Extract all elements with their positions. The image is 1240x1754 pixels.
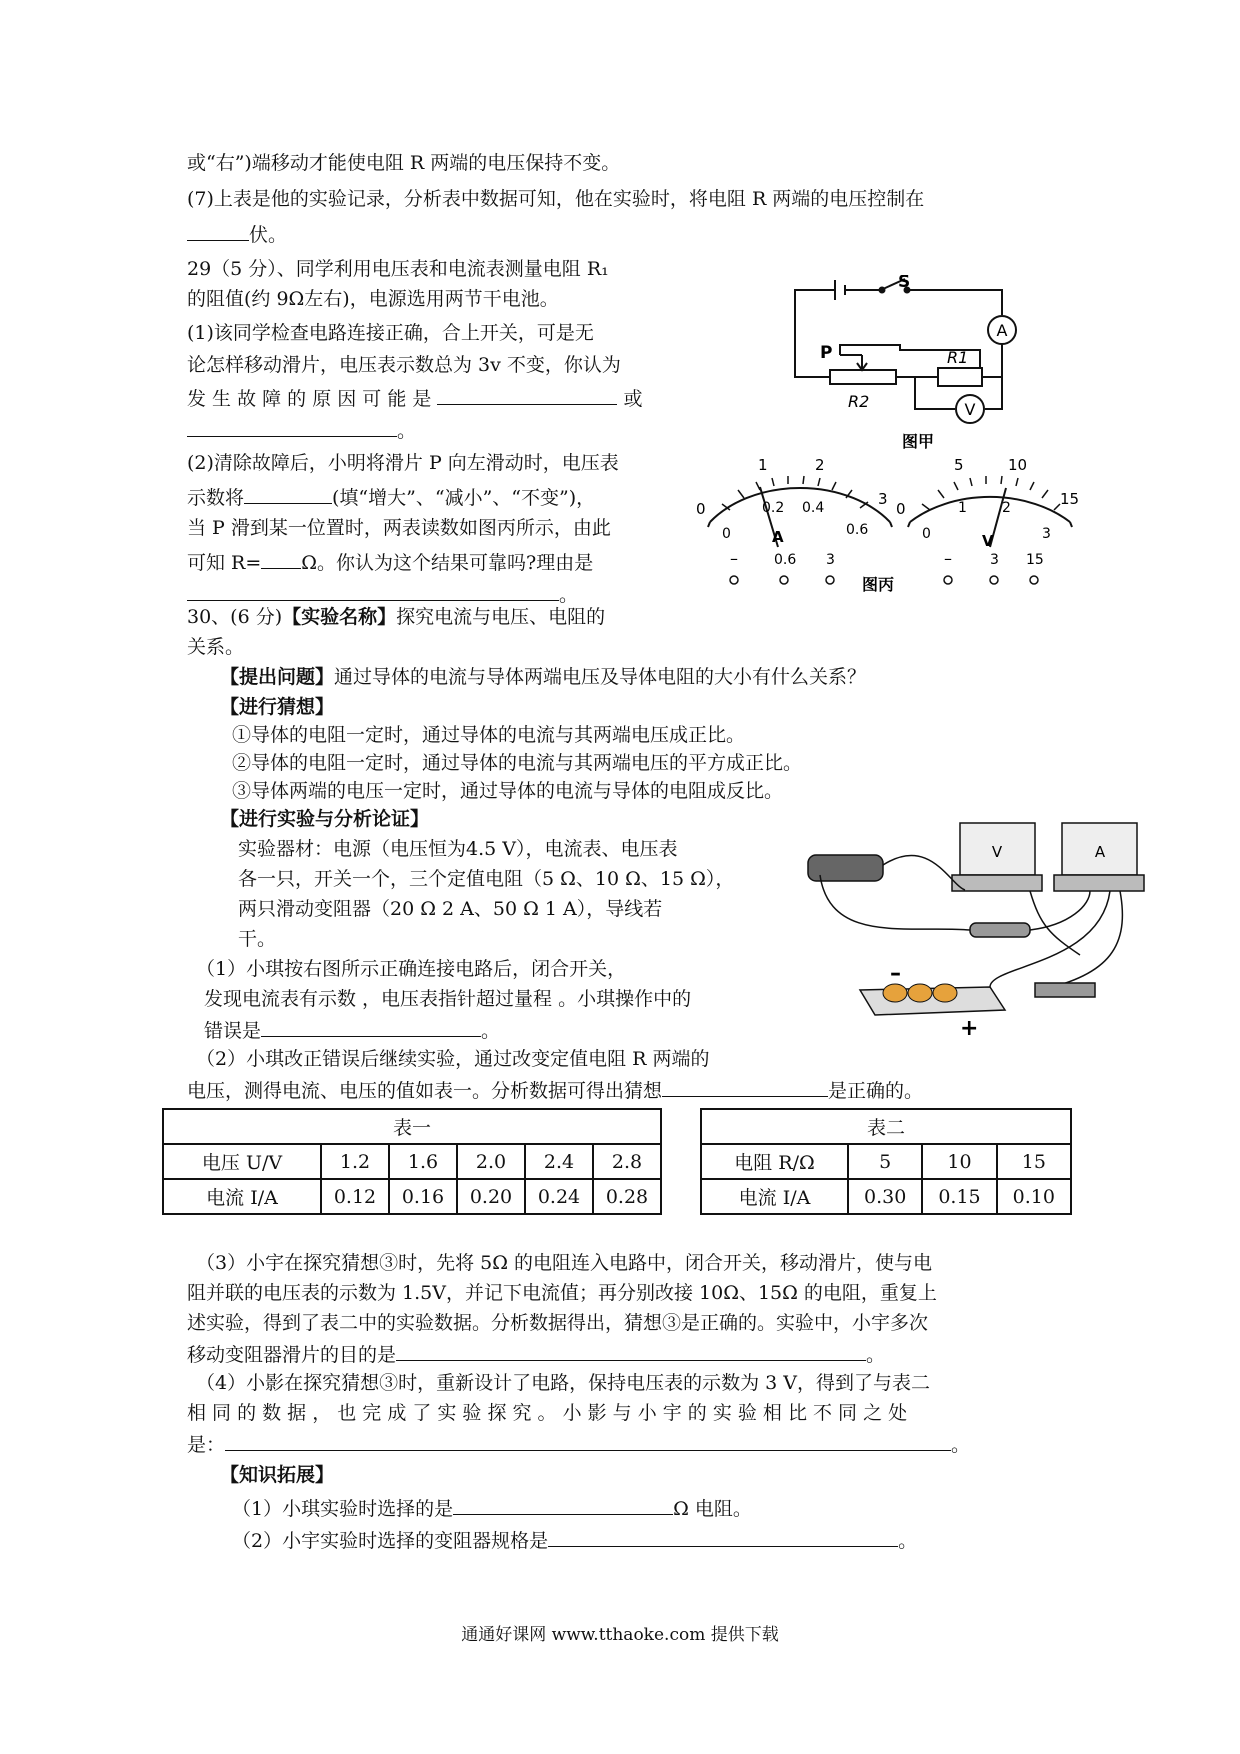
text-line: 两只滑动变阻器（20 Ω 2 A、50 Ω 1 A），导线若 [238, 898, 663, 920]
caption-bing: 图丙 [862, 575, 895, 594]
text-line: 伏。 [187, 220, 287, 248]
ammeter-terminal: 0.6 [774, 552, 797, 568]
voltmeter-top-tick: 5 [954, 456, 964, 474]
page-footer: 通通好课网 www.tthaoke.com 提供下载 [461, 1625, 779, 1645]
table-title: 表二 [701, 1109, 1071, 1144]
answer-blank[interactable] [225, 1430, 951, 1451]
text-line: 实验器材：电源（电压恒为4.5 V），电流表、电压表 [238, 838, 678, 860]
label-ammeter: A [996, 321, 1008, 340]
meter-diagram-bing [690, 452, 1080, 602]
text-line: 当 P 滑到某一位置时，两表读数如图丙所示，由此 [187, 517, 611, 539]
table-row [701, 1144, 1071, 1179]
table-row [701, 1179, 1071, 1214]
answer-blank[interactable] [437, 384, 617, 405]
ammeter-terminal: 3 [826, 552, 835, 568]
row-label: 电阻 R/Ω [701, 1144, 848, 1179]
text-line: (1)该同学检查电路连接正确，合上开关，可是无 [187, 322, 594, 344]
answer-blank[interactable] [662, 1076, 828, 1097]
text-line: 述实验，得到了表二中的实验数据。分析数据得出，猜想③是正确的。实验中，小宇多次 [187, 1312, 929, 1334]
voltmeter-terminal: – [944, 549, 952, 568]
ammeter-terminal: – [730, 549, 738, 568]
label-voltmeter: V [964, 400, 976, 419]
text-line: （4）小影在探究猜想③时，重新设计了电路，保持电压表的示数为 3 V，得到了与表二 [196, 1372, 930, 1394]
text-line: （2）小琪改正错误后继续实验，通过改变定值电阻 R 两端的 [196, 1048, 710, 1070]
table-row [163, 1144, 661, 1179]
text-line: （3）小宇在探究猜想③时，先将 5Ω 的电阻连入电路中，闭合开关，移动滑片，使与电 [196, 1252, 933, 1274]
guess-item: ②导体的电阻一定时，通过导体的电流与其两端电压的平方成正比。 [232, 752, 803, 774]
row-label: 电流 I/A [701, 1179, 848, 1214]
table-title: 表一 [163, 1109, 661, 1144]
row-label: 电流 I/A [163, 1179, 321, 1214]
question-29-header: 29（5 分）、同学利用电压表和电流表测量电阻 R₁ [187, 258, 609, 280]
table-row [163, 1179, 661, 1214]
table-one [162, 1108, 662, 1215]
text-line: 可知 R= Ω。你认为这个结果可靠吗?理由是 [187, 548, 593, 576]
answer-blank[interactable] [453, 1494, 673, 1515]
table-cell: 2.4 [525, 1144, 593, 1179]
table-cell: 15 [997, 1144, 1071, 1179]
voltmeter-face-label: V [991, 843, 1003, 861]
voltmeter-terminal: 3 [990, 552, 999, 568]
battery-minus: – [890, 961, 901, 986]
voltmeter-inner-end: 0 [922, 526, 931, 542]
table-cell: 0.20 [457, 1179, 525, 1214]
voltmeter-inner-end: 3 [1042, 526, 1051, 542]
caption-jia: 图甲 [902, 432, 935, 451]
guess-item: ①导体的电阻一定时，通过导体的电流与其两端电压成正比。 [232, 724, 746, 746]
text-line: 各一只，开关一个，三个定值电阻（5 Ω、10 Ω、15 Ω）， [238, 868, 735, 890]
table-cell: 0.10 [997, 1179, 1071, 1214]
ammeter-top-tick: 1 [758, 456, 768, 474]
voltmeter-end-tick: 15 [1060, 490, 1080, 508]
table-cell: 0.30 [848, 1179, 922, 1214]
battery-plus: + [960, 1016, 979, 1040]
text-line: 发 生 故 障 的 原 因 可 能 是 或 [187, 384, 642, 412]
text-line: 阻并联的电压表的示数为 1.5V，并记下电流值；再分别改接 10Ω、15Ω 的电阻，重复上 [187, 1282, 937, 1304]
text-line: 干。 [238, 928, 277, 950]
table-cell: 1.2 [321, 1144, 389, 1179]
table-cell: 2.8 [593, 1144, 661, 1179]
text-line: (7)上表是他的实验记录，分析表中数据可知，他在实验时，将电阻 R 两端的电压控制在 [187, 188, 925, 210]
section-heading: 【进行实验与分析论证】 [220, 808, 430, 830]
table-cell: 1.6 [389, 1144, 457, 1179]
text-line: 发现电流表有示数 ，电压表指针超过量程 。小琪操作中的 [204, 988, 692, 1010]
table-cell: 5 [848, 1144, 922, 1179]
ammeter-end-tick: 3 [878, 490, 888, 508]
text-line: （1）小琪按右图所示正确连接电路后，闭合开关， [196, 958, 627, 980]
section-heading: 【进行猜想】 [220, 696, 335, 718]
text-line: 。 [187, 580, 578, 608]
ammeter-inner-tick: 0.4 [802, 500, 825, 516]
text-line: 相 同 的 数 据 ， 也 完 成 了 实 验 探 究 。 小 影 与 小 宇 的 实 验 相 比 不 同 之 处 [187, 1402, 908, 1424]
text-line: 论怎样移动滑片，电压表示数总为 3v 不变，你认为 [187, 354, 621, 376]
text-line: 关系。 [187, 636, 245, 658]
section-heading: 【知识拓展】 [220, 1464, 335, 1486]
table-cell: 0.16 [389, 1179, 457, 1214]
table-cell: 0.15 [922, 1179, 996, 1214]
text-line: 电压，测得电流、电压的值如表一。分析数据可得出猜想 是正确的。 [187, 1076, 923, 1104]
ammeter-inner-tick: 0.2 [762, 500, 785, 516]
ammeter-inner-end: 0.6 [846, 522, 869, 538]
text-line: （2）小宇实验时选择的变阻器规格是 。 [232, 1526, 917, 1554]
apparatus-illustration [790, 815, 1160, 1040]
text-line: 移动变阻器滑片的目的是 。 [187, 1340, 885, 1368]
voltmeter-inner-tick: 2 [1002, 500, 1011, 516]
ammeter-face-label: A [1094, 843, 1106, 861]
voltmeter-end-tick: 0 [896, 500, 906, 518]
table-cell: 0.24 [525, 1179, 593, 1214]
answer-blank[interactable] [261, 1016, 481, 1037]
ammeter-top-tick: 2 [815, 456, 825, 474]
text-line: 示数将 (填“增大”、“减小”、“不变”)， [187, 483, 595, 511]
ammeter-inner-end: 0 [722, 526, 731, 542]
table-cell: 10 [922, 1144, 996, 1179]
answer-blank[interactable] [548, 1526, 898, 1547]
table-cell: 0.12 [321, 1179, 389, 1214]
label-s: S [898, 275, 911, 292]
text-line: 错误是 。 [204, 1016, 500, 1044]
table-cell: 0.28 [593, 1179, 661, 1214]
label-r1: R1 [947, 348, 969, 367]
circuit-diagram-jia [780, 275, 1040, 455]
guess-item: ③导体两端的电压一定时，通过导体的电流与导体的电阻成反比。 [232, 780, 784, 802]
label-r2: R2 [848, 392, 870, 411]
ammeter-end-tick: 0 [696, 500, 706, 518]
text-line: 或“右”)端移动才能使电阻 R 两端的电压保持不变。 [187, 152, 621, 174]
answer-blank[interactable] [244, 483, 332, 504]
answer-blank[interactable] [396, 1340, 866, 1361]
text-line: 是： 。 [187, 1430, 970, 1458]
text-line: 。 [187, 416, 416, 444]
answer-blank[interactable] [187, 580, 559, 601]
answer-blank[interactable] [187, 220, 249, 241]
voltmeter-label: V [982, 532, 994, 550]
voltmeter-top-tick: 10 [1008, 456, 1028, 474]
voltmeter-inner-tick: 1 [958, 500, 967, 516]
ammeter-label: A [772, 528, 784, 546]
label-p: P [820, 343, 833, 363]
text-line: (2)清除故障后，小明将滑片 P 向左滑动时，电压表 [187, 452, 619, 474]
table-cell: 2.0 [457, 1144, 525, 1179]
text-line: 【提出问题】通过导体的电流与导体两端电压及导体电阻的大小有什么关系？ [220, 666, 867, 688]
row-label: 电压 U/V [163, 1144, 321, 1179]
voltmeter-terminal: 15 [1026, 552, 1044, 568]
question-30-header: 30、(6 分)【实验名称】探究电流与电压、电阻的 [187, 606, 606, 628]
answer-blank[interactable] [261, 548, 301, 569]
answer-blank[interactable] [187, 416, 397, 437]
table-two [700, 1108, 1072, 1215]
text-line: （1）小琪实验时选择的是 Ω 电阻。 [232, 1494, 752, 1522]
text-line: 的阻值(约 9Ω左右)，电源选用两节干电池。 [187, 288, 559, 310]
